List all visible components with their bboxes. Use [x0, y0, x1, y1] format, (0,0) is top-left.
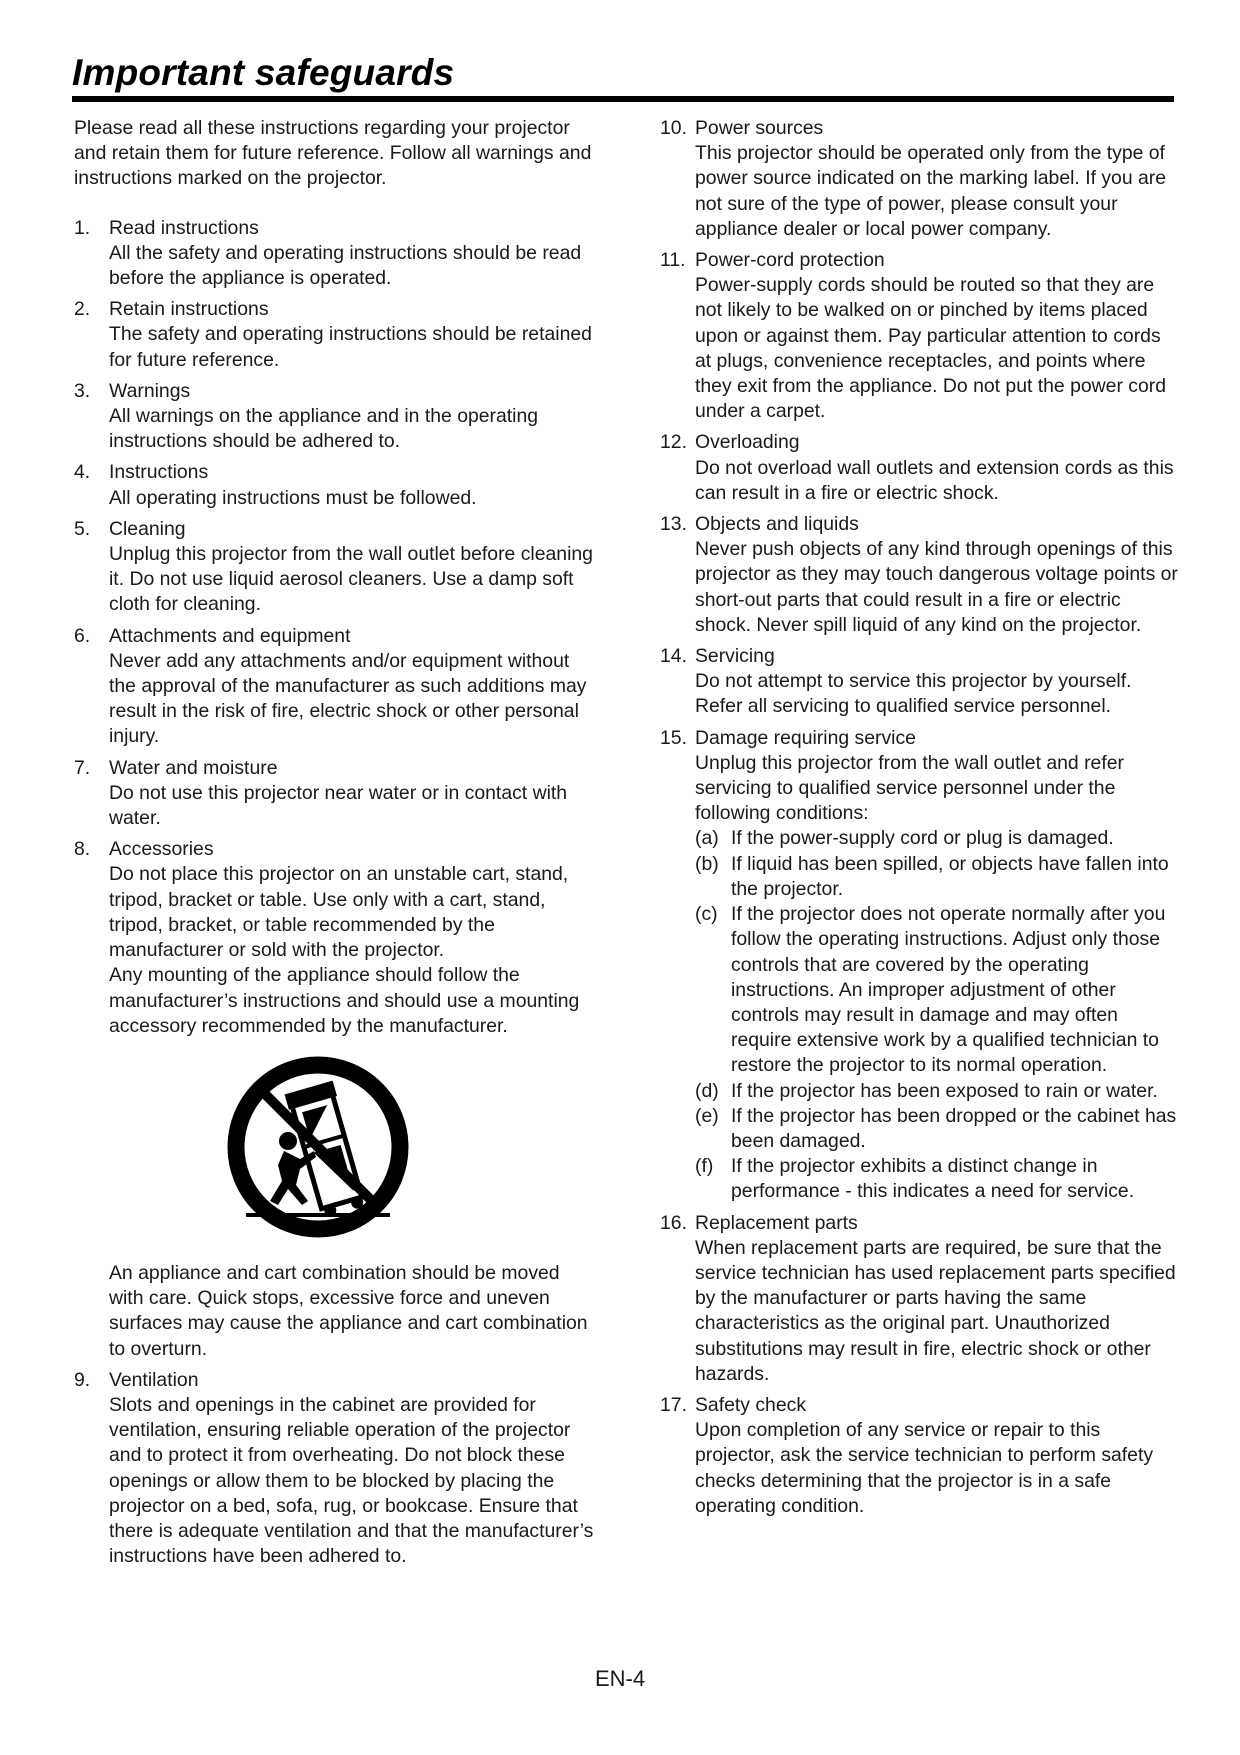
item-text: The safety and operating instructions should be retained for future reference.: [109, 323, 592, 371]
condition-text: If the power-supply cord or plug is damaged.: [731, 827, 1114, 850]
condition-letter: (d): [695, 1079, 719, 1102]
service-condition: [695, 1104, 1180, 1154]
safeguard-item: [660, 1211, 1180, 1387]
item-title: Replacement parts: [695, 1211, 858, 1234]
safeguard-item: [74, 216, 594, 292]
item-text: All the safety and operating instructions should be read before the appliance is operated.: [109, 241, 582, 290]
item-title: Power sources: [695, 117, 824, 139]
item-number: 5.: [74, 517, 91, 540]
item-text: This projector should be operated only from the type of power source indicated on the marking label. If you are not sure of the type of power, please consult your appliance dealer or local power company.: [695, 142, 1167, 240]
item-title: Damage requiring service: [695, 726, 916, 749]
condition-text: If the projector does not operate normally after you follow the operating instructions. Adjust only those controls that are covered by the operating instructions. An improper adjustment of other controls may result in damage and may often require extensive work by a qualified technician to restore the projector to its normal operation.: [731, 903, 1166, 1077]
condition-text: If the projector has been dropped or the cabinet has been damaged.: [731, 1104, 1177, 1152]
item-title: Servicing: [695, 645, 775, 668]
item-text: Do not use this projector near water or in contact with water.: [109, 781, 568, 830]
condition-letter: (c): [695, 903, 718, 926]
item-number: 15.: [660, 726, 687, 749]
safeguard-item: [74, 624, 594, 750]
service-condition: [695, 826, 1180, 851]
item-title: Overloading: [695, 431, 800, 454]
safeguard-item: [74, 460, 594, 510]
item-number: 4.: [74, 461, 91, 484]
item-number: 1.: [74, 216, 91, 239]
item-title: Ventilation: [109, 1368, 199, 1391]
item-number: 7.: [74, 756, 91, 779]
condition-text: If the projector has been exposed to rain or water.: [731, 1079, 1158, 1102]
item-text: Never add any attachments and/or equipment without the approval of the manufacturer as such additions may result in the risk of fire, electric shock or other personal injury.: [109, 649, 587, 748]
safeguard-item: [660, 1393, 1180, 1519]
item-text: Unplug this projector from the wall outlet before cleaning it. Do not use liquid aerosol cleaners. Use a damp soft cloth for cleaning.: [109, 543, 593, 616]
item-text: Do not attempt to service this projector by yourself. Refer all servicing to qualified service personnel.: [695, 670, 1132, 718]
condition-letter: (f): [695, 1155, 714, 1178]
service-condition: [695, 1154, 1180, 1204]
item-title: Power-cord protection: [695, 249, 885, 272]
condition-text: If the projector exhibits a distinct change in performance - this indicates a need for service.: [731, 1155, 1135, 1203]
item-number: 13.: [660, 513, 687, 536]
item-title: Cleaning: [109, 517, 186, 540]
right-column: [660, 116, 1180, 1525]
title-rule: [72, 96, 1174, 102]
safeguard-item: [74, 379, 594, 455]
cart-tip-over-icon: [226, 1055, 410, 1239]
safeguard-item: [660, 430, 1180, 506]
item-number: 11.: [660, 249, 686, 272]
service-condition: [695, 902, 1180, 1078]
safeguard-item: [660, 644, 1180, 720]
item-title: Attachments and equipment: [109, 624, 351, 647]
item-number: 6.: [74, 624, 91, 647]
item-text: Do not place this projector on an unstable cart, stand, tripod, bracket or table. Use only with a cart, stand, tripod, bracket, or table recommended by the manufacturer or sold with the projector. Any mounting of the appliance should follow the manufacturer’s instructions and should use a mounting accessory recommended by the manufacturer.: [109, 863, 580, 1037]
cart-tip-over-warning-figure: [74, 1055, 594, 1239]
item-title: Water and moisture: [109, 756, 278, 779]
item-text: Never push objects of any kind through openings of this projector as they may touch dangerous voltage points or short-out parts that could result in a fire or electric shock. Never spill liquid of any kind on the projector.: [695, 538, 1178, 636]
item-number: 3.: [74, 379, 91, 402]
safeguard-item: [74, 1368, 594, 1570]
item-number: 12.: [660, 431, 687, 454]
item-text: All operating instructions must be followed.: [109, 486, 477, 509]
item-title: Safety check: [695, 1393, 807, 1416]
item-number: 8.: [74, 838, 91, 861]
condition-letter: (e): [695, 1104, 719, 1127]
item-text: Unplug this projector from the wall outlet and refer servicing to qualified service personnel under the following conditions:: [695, 751, 1124, 825]
page-title: Important safeguards: [72, 52, 455, 93]
item-title: Instructions: [109, 461, 209, 484]
safeguard-item: [74, 517, 594, 618]
item-title: Read instructions: [109, 216, 259, 239]
cart-caption: An appliance and cart combination should be moved with care. Quick stops, excessive force and uneven surfaces may cause the appliance and cart combination to overturn.: [109, 1261, 588, 1360]
safeguard-item: [660, 726, 1180, 1205]
safeguard-item: [74, 297, 594, 373]
item-title: Warnings: [109, 379, 191, 402]
item-text: When replacement parts are required, be sure that the service technician has used replacement parts specified by the manufacturer or parts having the same characteristics as the original part. Unauthorized substitutions may result in fire, electric shock or other hazards.: [695, 1236, 1176, 1385]
condition-text: If liquid has been spilled, or objects have fallen into the projector.: [731, 852, 1169, 900]
item-text: Do not overload wall outlets and extension cords as this can result in a fire or electric shock.: [695, 456, 1174, 504]
left-column: [74, 116, 594, 1575]
intro-paragraph: Please read all these instructions regarding your projector and retain them for future reference. Follow all warnings and instructions marked on the projector.: [74, 117, 592, 190]
item-title: Retain instructions: [109, 298, 269, 321]
item-number: 9.: [74, 1368, 91, 1391]
item-text: Upon completion of any service or repair to this projector, ask the service technician to perform safety checks determining that the projector is in a safe operating condition.: [695, 1419, 1154, 1517]
item-text: All warnings on the appliance and in the operating instructions should be adhered to.: [109, 405, 539, 453]
item-text: Power-supply cords should be routed so that they are not likely to be walked on or pinched by items placed upon or against them. Pay particular attention to cords at plugs, convenience receptacles, and points where they exit from the appliance. Do not put the power cord under a carpet.: [695, 274, 1167, 423]
safeguard-item: [660, 248, 1180, 424]
item-number: 16.: [660, 1211, 687, 1234]
condition-letter: (b): [695, 852, 719, 875]
service-condition: [695, 852, 1180, 902]
item-number: 14.: [660, 645, 687, 668]
item-number: 17.: [660, 1393, 687, 1416]
safeguard-item: [660, 116, 1180, 242]
item-number: 10.: [660, 117, 687, 139]
safeguard-item: [660, 512, 1180, 638]
item-number: 2.: [74, 298, 91, 321]
item-title: Accessories: [109, 838, 214, 861]
item-text: Slots and openings in the cabinet are provided for ventilation, ensuring reliable operation of the projector and to protect it from overheating. Do not block these openings or allow them to be blocked by placing the projector on a bed, sofa, rug, or bookcase. Ensure that there is adequate ventilation and that the manufacturer’s instructions have been adhered to.: [109, 1393, 594, 1568]
service-condition: [695, 1079, 1180, 1104]
item-title: Objects and liquids: [695, 513, 859, 536]
safeguard-item: [74, 837, 594, 1039]
safeguard-item: [74, 756, 594, 832]
page-number: EN-4: [594, 1666, 646, 1691]
condition-letter: (a): [695, 827, 719, 850]
